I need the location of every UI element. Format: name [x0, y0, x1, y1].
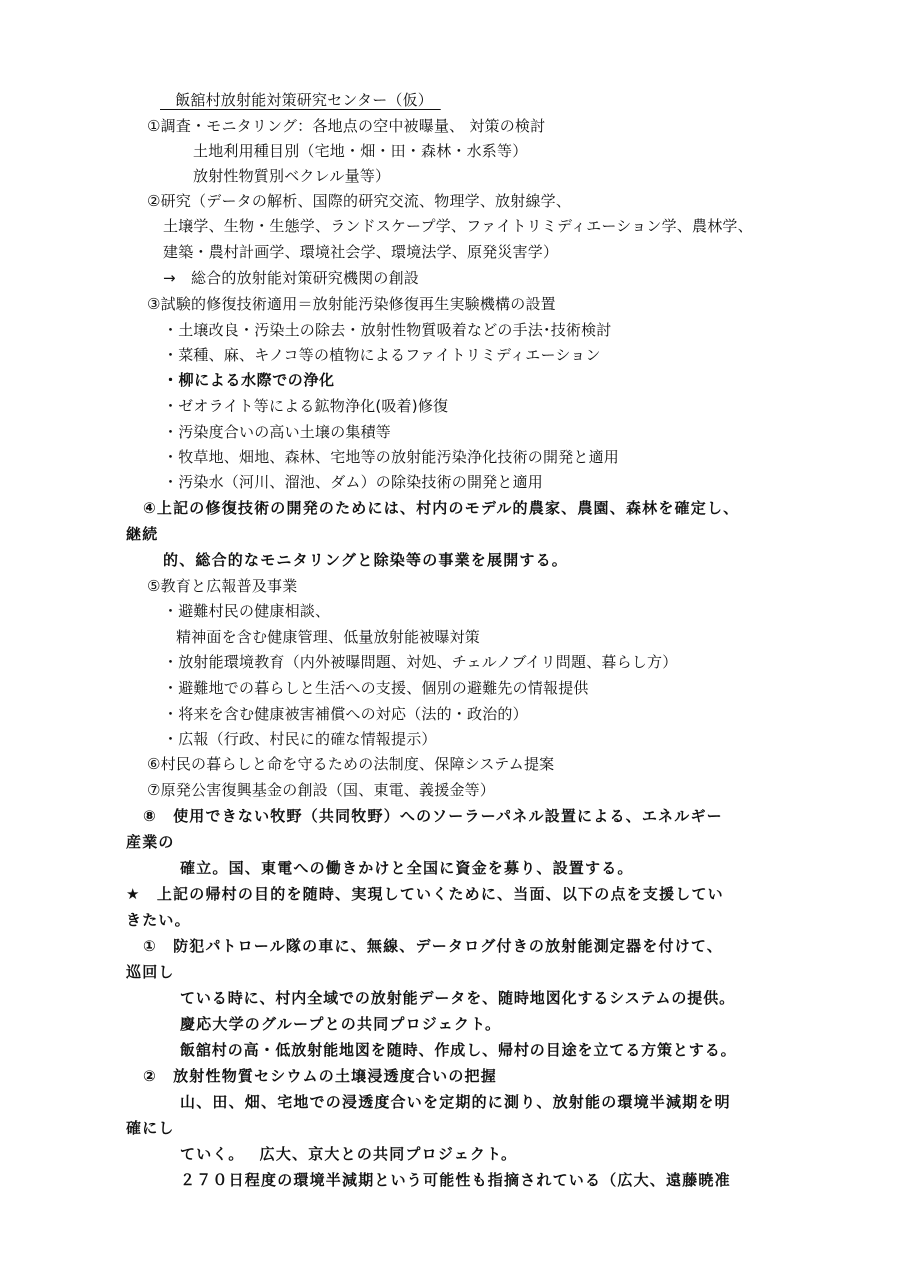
section-3-heading: ③試験的修復技術適用＝放射能汚染修復再生実験機構の設置 — [147, 295, 556, 313]
text-line: 慶応大学のグループとの共同プロジェクト。 — [180, 1015, 502, 1033]
text-line: 産業の — [126, 833, 175, 851]
section-7-heading: ⑦原発公害復興基金の創設（国、東電、義援金等） — [147, 781, 496, 799]
text-line: 確立。国、東電への働きかけと全国に資金を募り、設置する。 — [180, 859, 634, 877]
bullet-item: ・放射能環境教育（内外被曝問題、対処、チェルノブイリ問題、暮らし方） — [163, 653, 678, 671]
text-line: ２７０日程度の環境半減期という可能性も指摘されている（広大、遠藤暁准 — [180, 1171, 731, 1189]
bullet-item: ・汚染度合いの高い土壌の集積等 — [163, 423, 392, 441]
section-4-heading: ④上記の修復技術の開発のためには、村内のモデル的農家、農園、森林を確定し、 — [143, 499, 740, 517]
text-line: ていく。 広大、京大との共同プロジェクト。 — [180, 1145, 518, 1163]
text-line: 確にし — [126, 1119, 175, 1137]
section-5-heading: ⑤教育と広報普及事業 — [147, 577, 298, 595]
text-line: 継続 — [126, 525, 159, 543]
bullet-item: ・避難村民の健康相談、 — [163, 602, 331, 620]
document-title: 飯舘村放射能対策研究センター（仮） — [160, 91, 441, 109]
text-line: 山、田、畑、宅地での浸透度合いを定期的に測り、放射能の環境半減期を明 — [180, 1093, 731, 1111]
section-6-heading: ⑥村民の暮らしと命を守るための法制度、保障システム提案 — [147, 755, 555, 773]
bullet-item: ・汚染水（河川、溜池、ダム）の除染技術の開発と適用 — [163, 473, 544, 491]
text-line: 精神面を含む健康管理、低量放射能被曝対策 — [176, 628, 481, 646]
section-8-heading: ⑧ 使用できない牧野（共同牧野）へのソーラーパネル設置による、エネルギー — [143, 807, 723, 825]
text-line: → 総合的放射能対策研究機関の創設 — [163, 269, 419, 287]
section-1-heading: ①調査・モニタリング：各地点の空中被曝量、 対策の検討 — [147, 117, 546, 135]
section-2-heading: ②研究（データの解析、国際的研究交流、物理学、放射線学、 — [147, 192, 572, 210]
bullet-item: ・柳による水際での浄化 — [163, 371, 335, 389]
bullet-item: ・広報（行政、村民に的確な情報提示） — [163, 730, 437, 748]
text-line: 的、総合的なモニタリングと除染等の事業を展開する。 — [163, 551, 569, 569]
bullet-item: ・避難地での暮らしと生活への支援、個別の避難先の情報提供 — [163, 679, 589, 697]
text-line: 放射性物質別ベクレル量等） — [193, 167, 391, 185]
support-heading: ★ 上記の帰村の目的を随時、実現していくために、当面、以下の点を支援してい — [126, 885, 724, 903]
bullet-item: ・土壌改良・汚染土の除去・放射性物質吸着などの手法･技術検討 — [163, 321, 612, 339]
support-item-2: ② 放射性物質セシウムの土壌浸透度合いの把握 — [143, 1067, 497, 1085]
bullet-item: ・牧草地、畑地、森林、宅地等の放射能汚染浄化技術の開発と適用 — [163, 448, 620, 466]
bullet-item: ・菜種、麻、キノコ等の植物によるファイトリミディエーション — [163, 346, 601, 364]
bullet-item: ・ゼオライト等による鉱物浄化(吸着)修復 — [163, 397, 449, 415]
text-line: 飯舘村の高・低放射能地図を随時、作成し、帰村の目途を立てる方策とする。 — [180, 1041, 737, 1059]
text-line: 建築・農村計画学、環境社会学、環境法学、原発災害学） — [163, 243, 559, 261]
bullet-item: ・将来を含む健康被害補償への対応（法的・政治的） — [163, 705, 528, 723]
text-line: 土壌学、生物・生態学、ランドスケープ学、ファイトリミディエーション学、農林学、 — [163, 217, 753, 235]
support-item-1: ① 防犯パトロール隊の車に、無線、データログ付きの放射能測定器を付けて、 — [143, 937, 724, 955]
text-line: 巡回し — [126, 963, 175, 981]
text-line: ている時に、村内全域での放射能データを、随時地図化するシステムの提供。 — [180, 989, 736, 1007]
text-line: 土地利用種目別（宅地・畑・田・森林・水系等） — [193, 142, 528, 160]
text-line: きたい。 — [126, 911, 191, 929]
